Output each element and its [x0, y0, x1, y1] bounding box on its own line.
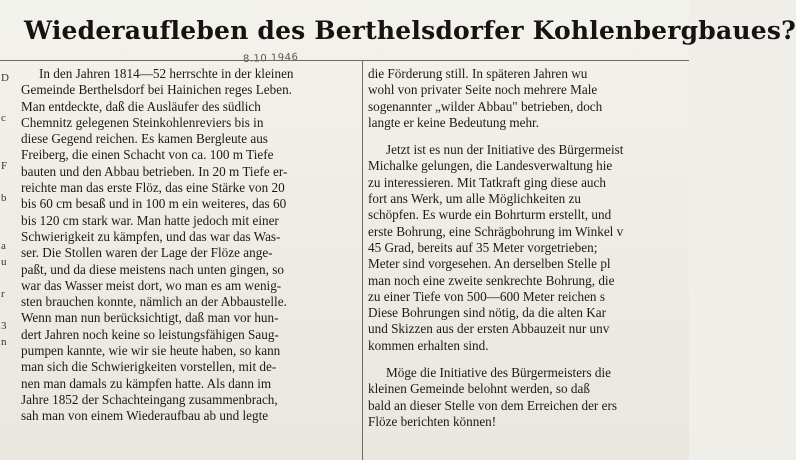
handwritten-date-note: 8.10.1946 — [242, 52, 299, 65]
text-line: dert Jahren noch keine so leistungsfähigen Saug- — [21, 326, 279, 342]
text-line: die Förderung still. In späteren Jahren wu — [368, 66, 588, 81]
margin-fragment: r — [1, 288, 5, 300]
text-line: man sich die Schwierigkeiten vorstellen, mit de- — [21, 359, 277, 375]
text-line: Diese Bohrungen sind nötig, da die alten Kar — [368, 305, 607, 321]
headline-rule — [0, 60, 689, 61]
text-line: war das Wasser meist dort, wo man es am wenig- — [21, 277, 282, 293]
text-line: diese Gegend reichen. Es kamen Bergleute aus — [21, 131, 268, 147]
text-line: paßt, und da diese meistens nach unten gingen, so — [21, 261, 284, 277]
text-line: Michalke gelungen, die Landesverwaltung hie — [368, 158, 613, 174]
text-line: In den Jahren 1814—52 herrschte in der kleinen — [39, 66, 294, 81]
margin-fragment: F — [1, 160, 8, 172]
margin-fragment: c — [1, 112, 6, 124]
text-line: Jetzt ist es nun der Initiative des Bürgermeist — [386, 142, 624, 158]
text-line: wohl von privater Seite noch mehrere Male — [368, 82, 598, 98]
text-line: reichte man das erste Flöz, das eine Stärke von 20 — [21, 180, 285, 196]
text-line: ser. Die Stollen waren der Lage der Flöze ange- — [21, 245, 273, 261]
text-line: sogenannter „wilder Abbau" betrieben, doch — [368, 98, 603, 114]
paragraph-continuation — [368, 66, 698, 131]
text-line: man noch eine zweite senkrechte Bohrung, die — [368, 272, 615, 288]
text-line: erste Bohrung, eine Schrägbohrung im Winkel v — [368, 223, 624, 239]
text-line: kommen erhalten sind. — [368, 337, 489, 353]
text-line: fort ans Werk, um alle Möglichkeiten zu — [368, 191, 581, 207]
paragraph-gap — [368, 131, 698, 142]
article-headline: Wiederaufleben des Berthelsdorfer Kohlenbergbaues? — [24, 16, 796, 45]
text-line: bis 60 cm besaß und in 100 m ein weiteres, das 60 — [21, 196, 287, 212]
text-line: bald an dieser Stelle von dem Erreichen der ers — [368, 397, 617, 413]
text-line: Man entdeckte, daß die Ausläufer des südlich — [21, 98, 261, 114]
margin-fragment: n — [1, 336, 7, 348]
text-line: zu interessieren. Mit Tatkraft ging diese auch — [368, 174, 606, 190]
margin-fragment: 3 — [1, 320, 7, 332]
margin-fragment: b — [1, 192, 7, 204]
text-line: Jahre 1852 der Schachteingang zusammenbrach, — [21, 391, 278, 407]
article-column-right — [368, 66, 698, 430]
text-line: nen man damals zu kämpfen hatte. Als dann im — [21, 375, 272, 391]
text-line: Freiberg, die einen Schacht von ca. 100 m Tiefe — [21, 147, 274, 163]
text-line: Möge die Initiative des Bürgermeisters die — [386, 365, 611, 381]
text-line: 45 Grad, bereits auf 35 Meter vorgetrieben; — [368, 239, 598, 255]
text-line: langte er keine Bedeutung mehr. — [368, 114, 540, 130]
text-line: sten brauchen konnte, nämlich an der Abbaustelle. — [21, 294, 287, 310]
text-line: Gemeinde Berthelsdorf bei Hainichen reges Leben. — [21, 82, 292, 98]
text-line: Chemnitz gelegenen Steinkohlenreviers bis in — [21, 114, 264, 130]
text-line: bis 120 cm stark war. Man hatte jedoch mit einer — [21, 212, 279, 228]
text-line: zu einer Tiefe von 500—600 Meter reichen s — [368, 288, 605, 304]
text-line: Schwierigkeit zu kämpfen, und das war das Was- — [21, 228, 281, 244]
left-margin-fragments — [0, 64, 12, 364]
margin-fragment: u — [1, 256, 7, 268]
text-line: schöpfen. Es wurde ein Bohrturm erstellt, und — [368, 207, 612, 223]
text-line: Wenn man nun berücksichtigt, daß man vor hun- — [21, 310, 279, 326]
article-column-left — [21, 66, 358, 425]
paragraph-gap — [368, 354, 698, 365]
text-line: pumpen kannte, wie wir sie heute haben, so kann — [21, 343, 281, 359]
text-line: und Skizzen aus der ersten Abbauzeit nur unv — [368, 321, 610, 337]
text-line: Flöze berichten können! — [368, 413, 497, 429]
text-line: bauten und den Abbau betrieben. In 20 m Tiefe er- — [21, 163, 288, 179]
text-line: kleinen Gemeinde belohnt werden, so daß — [368, 381, 590, 397]
text-line: Meter sind vorgesehen. An derselben Stelle pl — [368, 256, 611, 272]
paragraph-closing — [368, 365, 698, 430]
text-line: sah man von einem Wiederaufbau ab und legte — [21, 408, 269, 424]
column-divider — [362, 60, 363, 460]
margin-fragment: D — [1, 72, 9, 84]
paragraph-initiative — [368, 142, 698, 354]
margin-fragment: a — [1, 240, 6, 252]
